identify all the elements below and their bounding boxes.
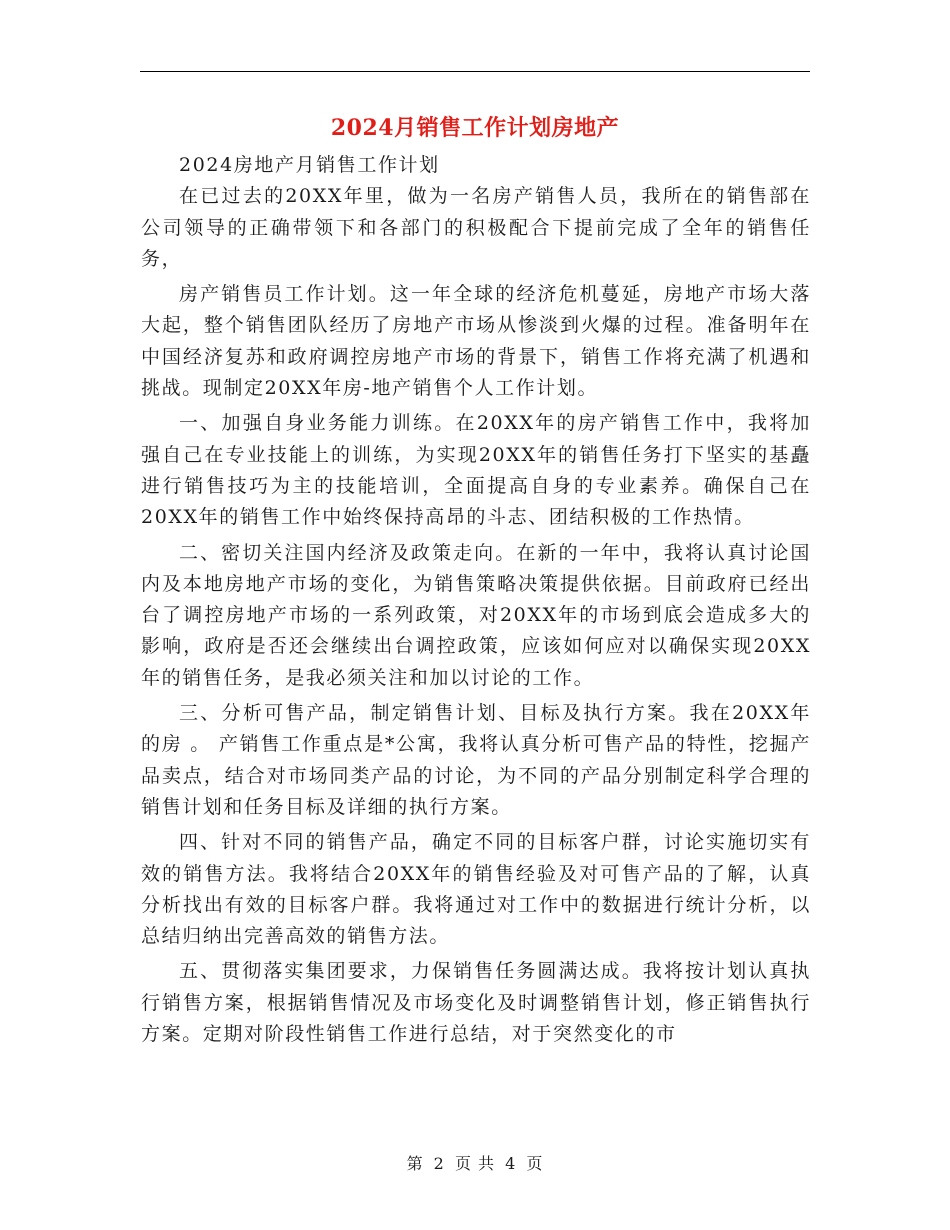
paragraph-point-2: 二、密切关注国内经济及政策走向。在新的一年中，我将认真讨论国内及本地房地产市场的变化，为销售策略决策提供依据。目前政府已经出台了调控房地产市场的一系列政策，对20XX年的市场到底会造成多大的影响，政府是否还会继续出台调控政策，应该如何应对以确保实现20XX年的销售任务，是我必须关注和加以讨论的工作。 [141, 541, 811, 689]
footer-prefix: 第 [406, 1154, 424, 1173]
document-title: 2024月销售工作计划房地产 [330, 115, 620, 141]
paragraph-background: 房产销售员工作计划。这一年全球的经济危机蔓延，房地产市场大落大起，整个销售团队经历了房地产市场从惨淡到火爆的过程。准备明年在中国经济复苏和政府调控房地产市场的背景下，销售工作将充满了机遇和挑战。现制定20XX年房-地产销售个人工作计划。 [141, 283, 811, 400]
footer-total-pages: 4 [505, 1154, 517, 1173]
paragraph-intro: 在已过去的20XX年里，做为一名房产销售人员，我所在的销售部在公司领导的正确带领下和各部门的积极配合下提前完成了全年的销售任务， [141, 185, 811, 270]
paragraph-point-1: 一、加强自身业务能力训练。在20XX年的房产销售工作中，我将加强自己在专业技能上的训练，为实现20XX年的销售任务打下坚实的基矗进行销售技巧为主的技能培训，全面提高自身的专业素养。确保自己在20XX年的销售工作中始终保持高昂的斗志、团结积极的工作热情。 [141, 412, 811, 529]
footer-middle: 页 共 [454, 1154, 496, 1173]
footer-page-number: 2 [433, 1154, 445, 1173]
document-body [141, 150, 811, 1054]
paragraph-point-3: 三、分析可售产品，制定销售计划、目标及执行方案。我在20XX年的房 。 产销售工作重点是*公寓，我将认真分析可售产品的特性，挖掘产品卖点，结合对市场同类产品的讨论，为不同的产品分别制定科学合理的销售计划和任务目标及详细的执行方案。 [141, 702, 811, 818]
document-subtitle: 2024房地产月销售工作计划 [179, 154, 440, 176]
footer-suffix: 页 [526, 1154, 544, 1173]
page-footer [0, 1152, 950, 1176]
header-rule [140, 71, 810, 72]
paragraph-point-5: 五、贯彻落实集团要求，力保销售任务圆满达成。我将按计划认真执行销售方案，根据销售情况及市场变化及时调整销售计划，修正销售执行方案。定期对阶段性销售工作进行总结，对于突然变化的市 [141, 960, 811, 1046]
paragraph-point-4: 四、针对不同的销售产品，确定不同的目标客户群，讨论实施切实有效的销售方法。我将结合20XX年的销售经验及对可售产品的了解，认真分析找出有效的目标客户群。我将通过对工作中的数据进行统计分析，以总结归纳出完善高效的销售方法。 [141, 831, 811, 948]
